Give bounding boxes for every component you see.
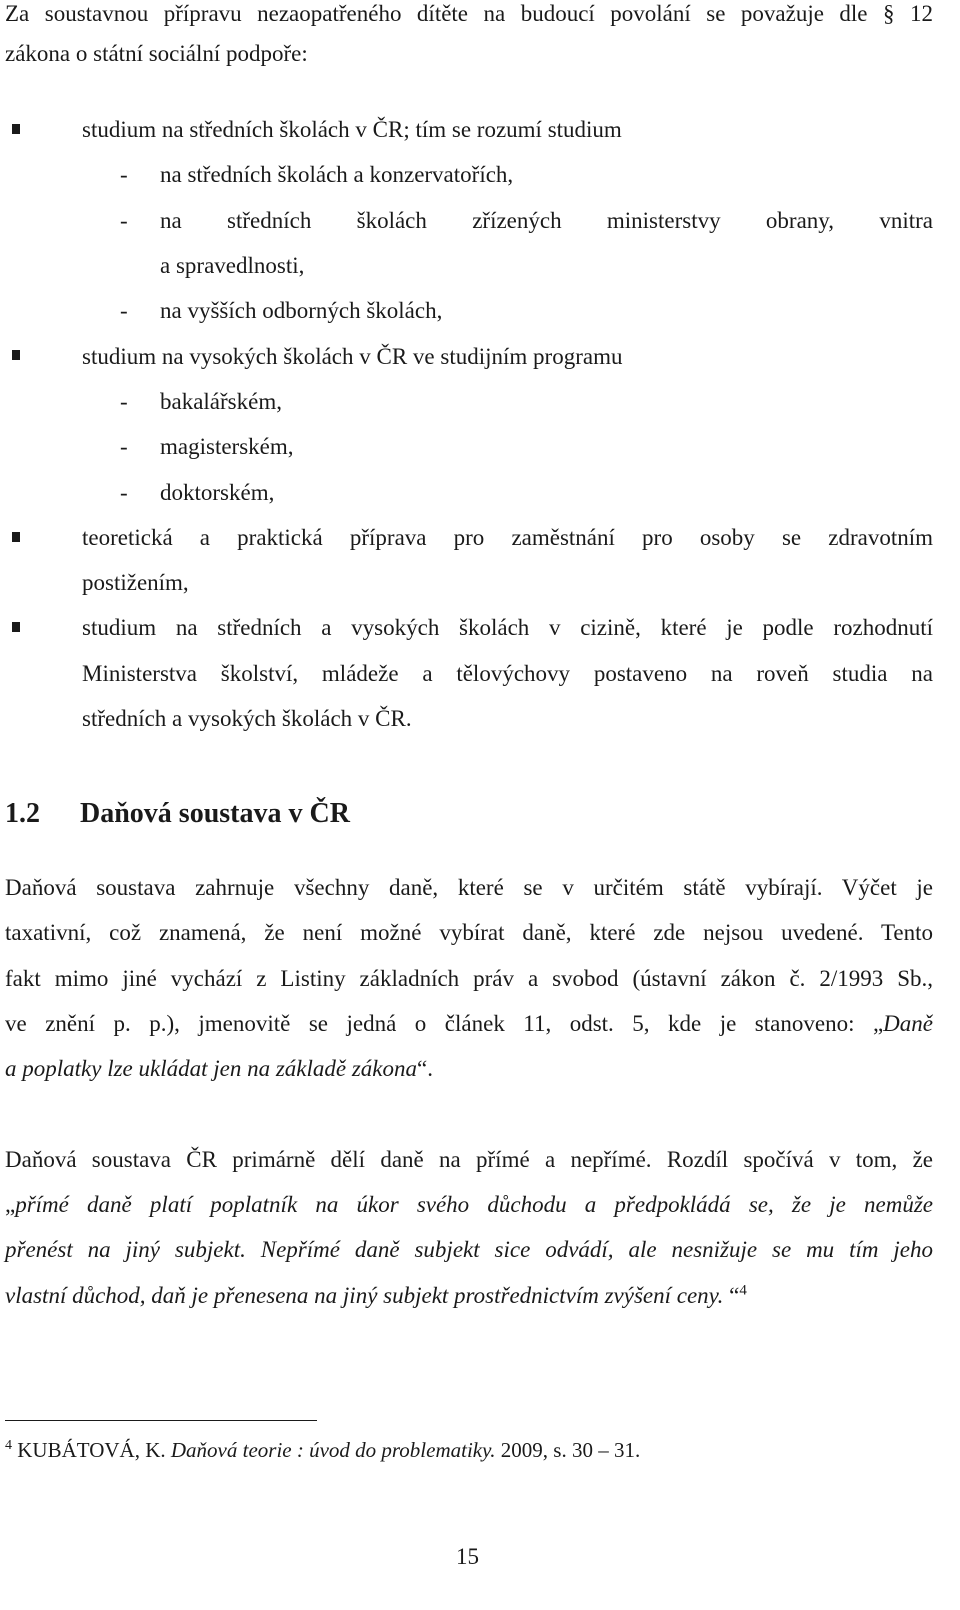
dash-icon: - [120,298,128,323]
quote-italic: vlastní důchod, daň je přenesena na jiný subjekt prostřednictvím zvýšení ceny. [5,1283,724,1308]
footnote-author: KUBÁTOVÁ, K. [12,1438,171,1462]
para-1-line-2: taxativní, což znamená, že není možné vybírat daně, které zde nejsou uvedené. Tento [5,920,933,945]
intro-line-2: zákona o státní sociální podpoře: [5,41,308,66]
quote-open: „ [5,1192,16,1217]
para-1-line-4-text: ve znění p. p.), jmenovitě se jedná o článek 11, odst. 5, kde je stanoveno: „ [5,1011,884,1036]
bullet-square-icon [12,124,20,134]
bullet-square-icon [12,622,20,632]
quote-close: “ [723,1283,740,1308]
sub-2-1: bakalářském, [160,389,282,414]
footnote-divider [5,1420,317,1421]
footnote [5,1437,640,1463]
quote-italic: Daně [883,1011,933,1036]
para-1-line-1: Daňová soustava zahrnuje všechny daně, které se v určitém státě vybírají. Výčet je [5,875,933,900]
bullet-3-line-2: postižením, [82,570,189,595]
para-2-line-4 [5,1282,747,1310]
bullet-square-icon [12,350,20,360]
footnote-title: Daňová teorie : úvod do problematiky. [170,1438,496,1462]
para-1-line-3: fakt mimo jiné vychází z Listiny základních práv a svobod (ústavní zákon č. 2/1993 Sb., [5,966,933,991]
footnote-rest: 2009, s. 30 – 31. [495,1438,641,1462]
bullet-1-text: studium na středních školách v ČR; tím se rozumí studium [82,117,622,142]
para-1-line-4 [5,1010,933,1038]
bullet-4-line-1: studium na středních a vysokých školách v cizině, které je podle rozhodnutí [82,615,933,640]
bullet-3-line-1: teoretická a praktická příprava pro zaměstnání pro osoby se zdravotním [82,525,933,550]
bullet-4-line-3: středních a vysokých školách v ČR. [82,706,412,731]
dash-icon: - [120,162,128,187]
section-title: Daňová soustava v ČR [80,798,350,829]
section-number: 1.2 [5,798,40,829]
quote-italic: a poplatky lze ukládat jen na základě zákona [5,1056,418,1081]
para-1-line-5 [5,1055,433,1083]
para-2-line-3 [5,1236,933,1264]
intro-line-1: Za soustavnou přípravu nezaopatřeného dítěte na budoucí povolání se považuje dle § 12 [5,1,933,26]
dash-icon: - [120,389,128,414]
bullet-2-text: studium na vysokých školách v ČR ve studijním programu [82,344,623,369]
para-2-line-2 [5,1191,933,1219]
bullet-4-line-2: Ministerstva školství, mládeže a tělovýchovy postaveno na roveň studia na [82,661,933,686]
quote-close: “. [417,1056,433,1081]
quote-italic: přímé daně platí poplatník na úkor svého důchodu a předpokládá se, že je nemůže [15,1192,933,1217]
sub-1-1: na středních školách a konzervatořích, [160,162,514,187]
sub-2-3: doktorském, [160,480,275,505]
bullet-square-icon [12,532,20,542]
sub-2-2: magisterském, [160,434,294,459]
quote-italic: přenést na jiný subjekt. Nepřímé daně subjekt sice odvádí, ale nesnižuje se mu tím jeho [5,1237,933,1262]
sub-1-2-line-1: na středních školách zřízených ministerstvy obrany, vnitra [160,208,933,233]
sub-1-2-line-2: a spravedlnosti, [160,253,305,278]
sub-1-3: na vyšších odborných školách, [160,298,443,323]
dash-icon: - [120,480,128,505]
footnote-mark: 4 [5,1438,12,1453]
page-number: 15 [456,1544,479,1569]
para-2-line-1: Daňová soustava ČR primárně dělí daně na přímé a nepřímé. Rozdíl spočívá v tom, že [5,1147,933,1172]
dash-icon: - [120,434,128,459]
footnote-reference: 4 [739,1282,747,1299]
dash-icon: - [120,208,128,233]
